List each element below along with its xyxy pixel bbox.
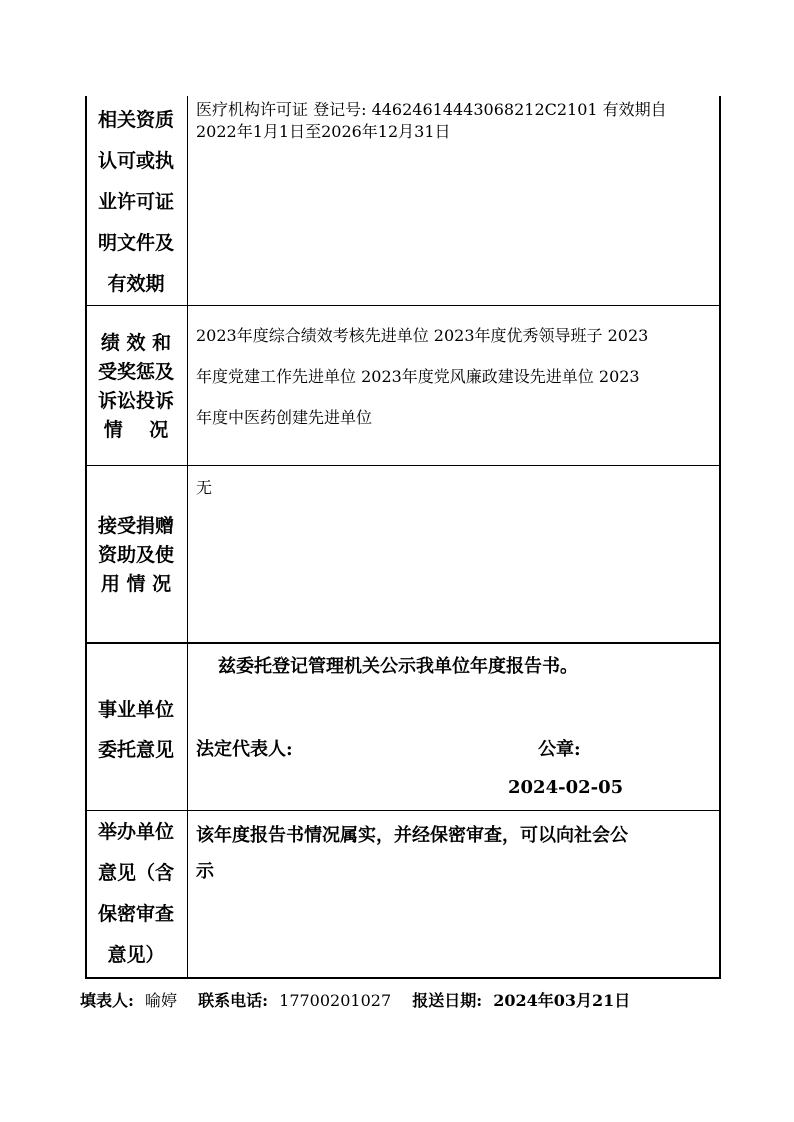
phone-value: 17700201027: [279, 991, 392, 1010]
table-border-bottom: [85, 977, 721, 979]
filler-label: 填表人:: [80, 991, 134, 1010]
performance-content: 2023年度综合绩效考核先进单位 2023年度优秀领导班子 2023 年度党建工作先进单位 2023年度党风廉政建设先进单位 2023 年度中医药创建先进单位: [196, 326, 649, 427]
seal-label: 公章:: [538, 739, 581, 760]
performance-label: 绩 效 和 受奖惩及 诉讼投诉 情 况: [97, 332, 174, 441]
legal-representative-label: 法定代表人:: [196, 739, 293, 760]
filler-name: 喻婷: [145, 991, 178, 1010]
qualification-content: 医疗机构许可证 登记号: 44624614443068212C2101 有效期自 2022年1月1日至2026年12月31日: [196, 100, 667, 141]
row-divider: [85, 305, 721, 306]
entrust-date: 2024-02-05: [508, 777, 624, 798]
donation-content: 无: [196, 478, 213, 497]
qualification-label: 相关资质 认可或执 业许可证 明文件及 有效期: [97, 109, 174, 295]
row-divider: [85, 642, 721, 644]
row-divider: [85, 810, 721, 811]
row-divider: [85, 465, 721, 466]
table-border-right: [719, 96, 721, 979]
sponsor-content: 该年度报告书情况属实，并经保密审查，可以向社会公 示: [196, 825, 628, 882]
submit-date-value: 2024年03月21日: [493, 991, 631, 1010]
submit-date-label: 报送日期:: [412, 991, 483, 1010]
phone-label: 联系电话:: [198, 991, 269, 1010]
entrust-label: 事业单位 委托意见: [97, 699, 174, 761]
donation-label: 接受捐赠 资助及使 用 情 况: [97, 515, 174, 595]
entrust-statement: 兹委托登记管理机关公示我单位年度报告书。: [218, 656, 578, 677]
table-divider: [187, 96, 188, 979]
sponsor-label: 举办单位 意见（含 保密审查 意见）: [97, 821, 174, 966]
footer: [80, 988, 636, 1011]
